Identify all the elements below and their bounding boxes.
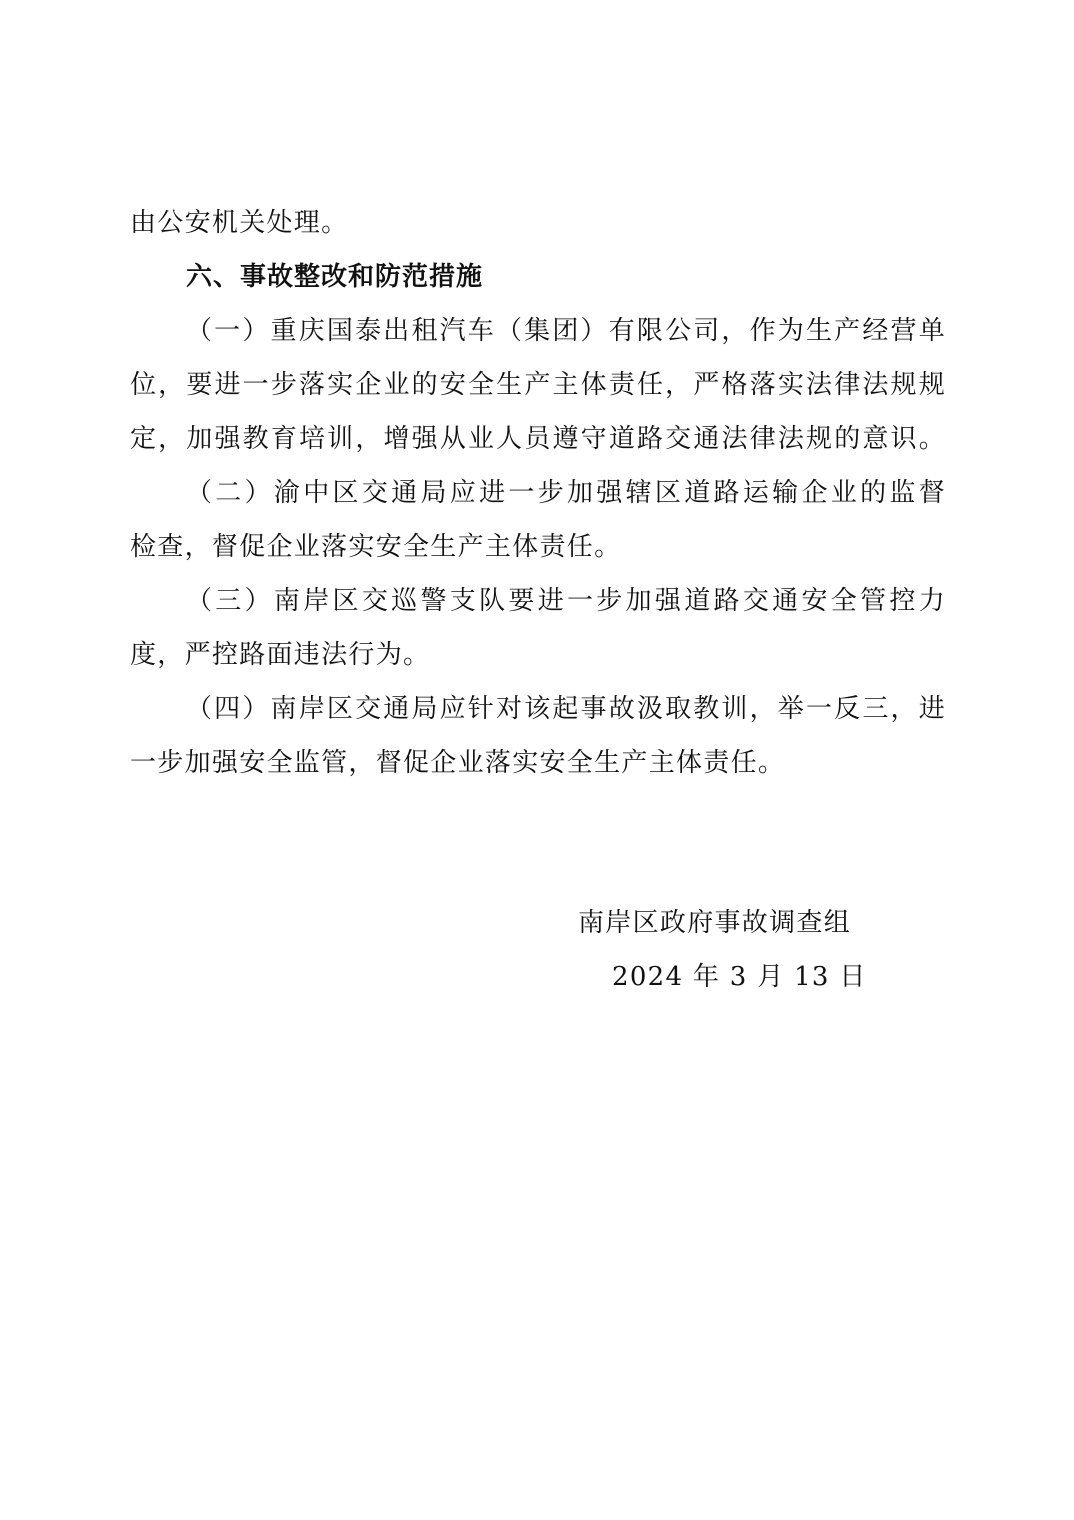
paragraph-line: （四）南岸区交通局应针对该起事故汲取教训，举一反三，进 bbox=[186, 694, 946, 724]
paragraph-line: （一）重庆国泰出租汽车（集团）有限公司，作为生产经营单 bbox=[186, 316, 946, 346]
section-heading: 六、事故整改和防范措施 bbox=[186, 262, 484, 292]
continuation-text: 由公安机关处理。 bbox=[130, 208, 349, 238]
paragraph-line: 定，加强教育培训，增强从业人员遵守道路交通法律法规的意识。 bbox=[130, 424, 946, 454]
paragraph-line: （二）渝中区交通局应进一步加强辖区道路运输企业的监督 bbox=[186, 478, 946, 508]
paragraph-line: （三）南岸区交巡警支队要进一步加强道路交通安全管控力 bbox=[186, 586, 946, 616]
signature-date: 2024 年 3 月 13 日 bbox=[612, 962, 867, 992]
paragraph-line: 一步加强安全监管，督促企业落实安全生产主体责任。 bbox=[130, 748, 786, 778]
paragraph-line: 度，严控路面违法行为。 bbox=[130, 640, 431, 670]
paragraph-line: 位，要进一步落实企业的安全生产主体责任，严格落实法律法规规 bbox=[130, 370, 946, 400]
signature-organization: 南岸区政府事故调查组 bbox=[578, 908, 852, 938]
paragraph-line: 检查，督促企业落实安全生产主体责任。 bbox=[130, 532, 622, 562]
